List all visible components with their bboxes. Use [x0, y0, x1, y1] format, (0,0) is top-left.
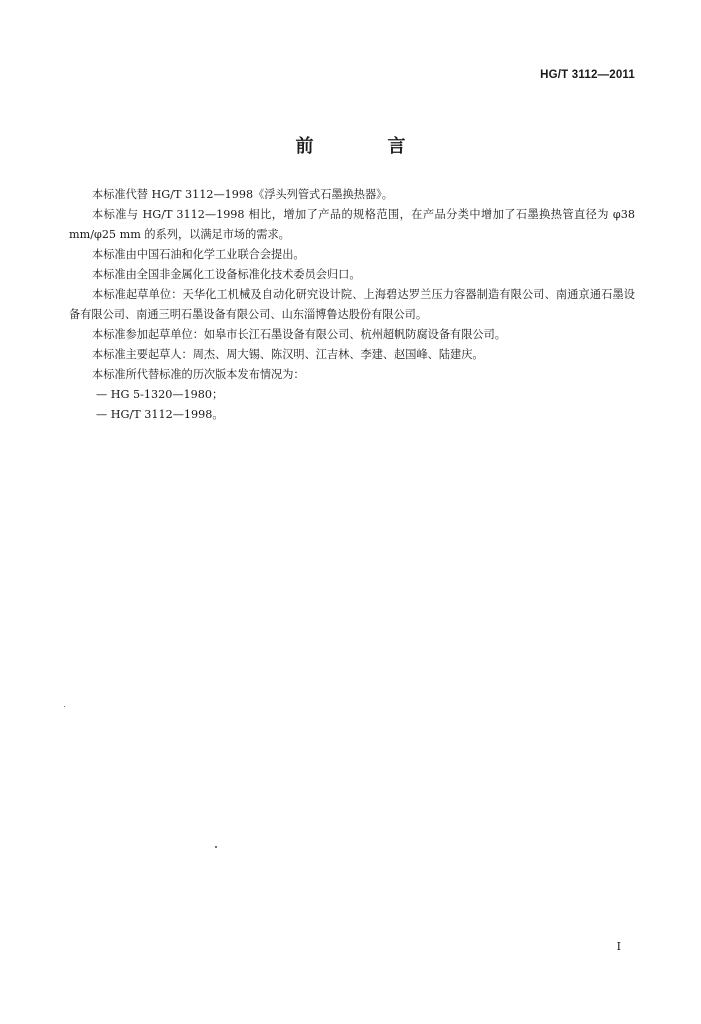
paragraph-changes: 本标准与 HG/T 3112—1998 相比，增加了产品的规格范围，在产品分类中增加了石墨换热管直径为 φ38 mm/φ25 mm 的系列，以满足市场的需求。 [69, 208, 635, 241]
scan-speck [215, 846, 217, 848]
page-title: 前 言 [295, 136, 434, 157]
foreword-body [69, 185, 635, 425]
paragraph-history-intro: 本标准所代替标准的历次版本发布情况为： [92, 368, 305, 381]
paragraph-committee: 本标准由全国非金属化工设备标准化技术委员会归口。 [92, 268, 361, 281]
paragraph-proposer: 本标准由中国石油和化学工业联合会提出。 [92, 248, 305, 261]
history-item: — HG/T 3112—1998。 [96, 408, 224, 421]
standard-number: HG/T 3112—2011 [540, 69, 635, 81]
paragraph-participating-units: 本标准参加起草单位：如皋市长江石墨设备有限公司、杭州超帆防腐设备有限公司。 [92, 328, 506, 341]
paragraph-drafters: 本标准主要起草人：周杰、周大锡、陈汉明、江吉林、李建、赵国峰、陆建庆。 [92, 348, 484, 361]
history-item: — HG 5-1320—1980； [96, 388, 224, 401]
paragraph-drafting-units: 本标准起草单位：天华化工机械及自动化研究设计院、上海碧达罗兰压力容器制造有限公司、南通京通石墨设备有限公司、南通三明石墨设备有限公司、山东淄博鲁达股份有限公司。 [69, 288, 635, 321]
scan-speck [64, 706, 65, 707]
page-number: I [616, 940, 621, 953]
paragraph-replacement: 本标准代替 HG/T 3112—1998《浮头列管式石墨换热器》。 [92, 188, 393, 201]
